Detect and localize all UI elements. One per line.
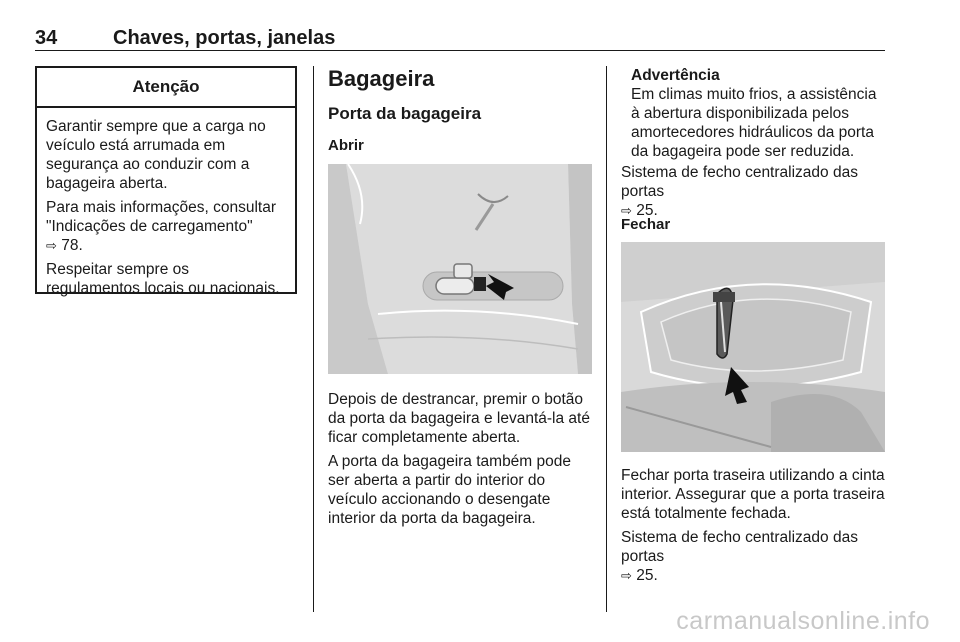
warning-reference-page: 78. — [61, 237, 83, 254]
warning-paragraph: Garantir sempre que a carga no veículo está arrumada em segurança ao conduzir com a bagageira aberta. — [46, 118, 266, 192]
open-heading: Abrir — [328, 137, 364, 154]
page-reference-icon: ⇨ — [46, 238, 57, 253]
note-title: Advertência — [631, 67, 720, 84]
watermark: carmanualsonline.info — [676, 607, 930, 635]
subsection-title: Porta da bagageira — [328, 104, 482, 123]
warning-paragraph: Respeitar sempre os regulamentos locais ou nacionais. — [46, 261, 280, 297]
warning-reference-text: Para mais informações, consultar "Indicações de carregamento" — [46, 199, 277, 235]
close-heading: Fechar — [621, 216, 671, 233]
page-number: 34 — [35, 27, 58, 49]
header-rule — [35, 50, 885, 51]
warning-box — [35, 66, 297, 297]
warning-paragraph — [46, 198, 286, 255]
tailgate-handle-illustration — [328, 164, 592, 374]
column-divider-1 — [313, 66, 314, 612]
section-title: Bagageira — [328, 66, 435, 91]
open-instructions — [328, 390, 594, 528]
tailgate-close-figure — [621, 242, 885, 452]
open-paragraph: Depois de destrancar, premir o botão da porta da bagageira e levantá-la até ficar completamente aberta. — [328, 391, 590, 446]
column-divider-2 — [606, 66, 607, 612]
chapter-title: Chaves, portas, janelas — [113, 27, 336, 49]
central-locking-text: Sistema de fecho centralizado das portas — [621, 164, 858, 200]
tailgate-strap-illustration — [621, 242, 885, 452]
central-locking-page: 25. — [636, 202, 658, 219]
warning-body — [37, 108, 295, 298]
warning-title: Atenção — [37, 68, 295, 108]
central-locking-ref-1 — [621, 163, 885, 220]
page-reference-icon: ⇨ — [621, 203, 632, 218]
close-instructions — [621, 466, 885, 585]
central-locking-page: 25. — [636, 567, 658, 584]
tailgate-open-figure — [328, 164, 592, 374]
advertencia-note — [631, 66, 889, 161]
note-text: Em climas muito frios, a assistência à abertura disponibilizada pelos amortecedores hidráulicos da porta da bagageira pode ser reduzida. — [631, 86, 877, 160]
close-paragraph: Fechar porta traseira utilizando a cinta interior. Assegurar que a porta traseira está totalmente fechada. — [621, 467, 885, 522]
interior-release-paragraph: A porta da bagageira também pode ser aberta a partir do interior do veículo accionando o desengate interior da porta da bagageira. — [328, 453, 572, 527]
page-reference-icon: ⇨ — [621, 568, 632, 583]
central-locking-text: Sistema de fecho centralizado das portas — [621, 529, 858, 565]
